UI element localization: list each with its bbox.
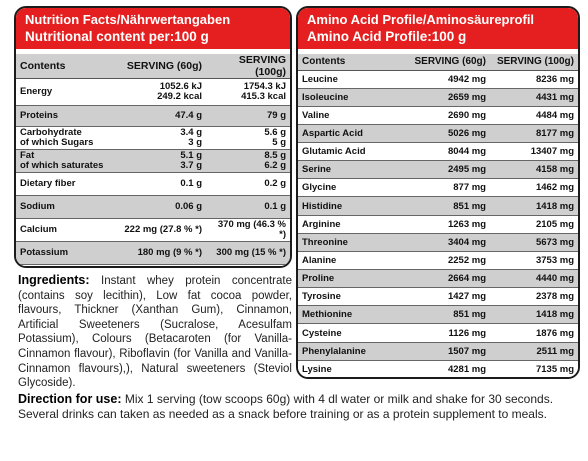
amino-value-60g (402, 378, 490, 379)
col-header-contents: Contents (16, 54, 120, 79)
nutrition-value-100g: 5.6 g 5 g (206, 127, 290, 150)
amino-value-100g (490, 378, 578, 379)
amino-row-label: Tyrosine (298, 288, 402, 306)
amino-row-label: Alanine (298, 251, 402, 269)
amino-value-60g: 2252 mg (402, 251, 490, 269)
amino-row-label: Leucine (298, 70, 402, 88)
nutrition-row (16, 265, 290, 269)
amino-row (298, 143, 578, 161)
col-header-serving-60: SERVING (60g) (120, 54, 206, 79)
nutrition-row (16, 106, 290, 127)
amino-value-100g: 4484 mg (490, 106, 578, 124)
amino-row (298, 161, 578, 179)
amino-row (298, 106, 578, 124)
amino-row-label: Threonine (298, 233, 402, 251)
amino-row-label (298, 378, 402, 379)
amino-value-100g: 8236 mg (490, 70, 578, 88)
nutrition-table (16, 54, 290, 268)
col-header-contents: Contents (298, 54, 402, 70)
amino-row (298, 270, 578, 288)
col-header-serving-100: SERVING (100g) (206, 54, 290, 79)
amino-value-100g: 2511 mg (490, 342, 578, 360)
amino-value-60g: 4281 mg (402, 360, 490, 378)
amino-row (298, 306, 578, 324)
amino-row (298, 378, 578, 379)
amino-value-100g: 1876 mg (490, 324, 578, 342)
amino-value-100g: 1418 mg (490, 306, 578, 324)
amino-row (298, 251, 578, 269)
col-header-serving-60: SERVING (60g) (402, 54, 490, 70)
amino-row (298, 197, 578, 215)
nutrition-value-60g: 3.4 g 3 g (120, 127, 206, 150)
nutrition-value-100g (206, 265, 290, 269)
amino-value-60g: 1263 mg (402, 215, 490, 233)
nutrition-row-label: Energy (16, 79, 120, 106)
amino-value-60g: 1427 mg (402, 288, 490, 306)
nutrition-value-100g: 8.5 g 6.2 g (206, 150, 290, 173)
amino-row-label: Proline (298, 270, 402, 288)
amino-value-60g: 8044 mg (402, 143, 490, 161)
amino-row-label: Serine (298, 161, 402, 179)
amino-value-100g: 13407 mg (490, 143, 578, 161)
nutrition-value-100g: 1754.3 kJ 415.3 kcal (206, 79, 290, 106)
amino-row-label: Cysteine (298, 324, 402, 342)
amino-value-60g: 4942 mg (402, 70, 490, 88)
amino-value-100g: 3753 mg (490, 251, 578, 269)
direction-paragraph (18, 392, 578, 422)
amino-row (298, 179, 578, 197)
amino-value-60g: 851 mg (402, 197, 490, 215)
nutrition-row-label: Calcium (16, 219, 120, 242)
nutrition-value-60g: 1052.6 kJ 249.2 kcal (120, 79, 206, 106)
nutrition-table-header-row (16, 54, 290, 79)
nutrition-value-100g: 0.2 g (206, 173, 290, 196)
nutrition-subtitle: Nutritional content per:100 g (25, 29, 209, 44)
nutrition-value-100g: 79 g (206, 106, 290, 127)
amino-row-label: Histidine (298, 197, 402, 215)
nutrition-row-label: Potassium (16, 242, 120, 265)
amino-row (298, 360, 578, 378)
nutrition-value-100g: 0.1 g (206, 196, 290, 219)
amino-value-100g: 7135 mg (490, 360, 578, 378)
amino-value-60g: 2664 mg (402, 270, 490, 288)
nutrition-value-60g: 180 mg (9 % *) (120, 242, 206, 265)
amino-row (298, 342, 578, 360)
nutrition-value-60g: 222 mg (27.8 % *) (120, 219, 206, 242)
amino-title: Amino Acid Profile/Aminosäureprofil (307, 12, 535, 27)
nutrition-row (16, 79, 290, 106)
nutrition-row (16, 219, 290, 242)
amino-row (298, 288, 578, 306)
amino-row-label: Glutamic Acid (298, 143, 402, 161)
nutrition-value-60g (120, 265, 206, 269)
amino-value-100g: 2378 mg (490, 288, 578, 306)
amino-value-60g: 5026 mg (402, 124, 490, 142)
amino-row-label: Phenylalanine (298, 342, 402, 360)
nutrition-row (16, 127, 290, 150)
amino-value-100g: 1418 mg (490, 197, 578, 215)
amino-value-60g: 1507 mg (402, 342, 490, 360)
amino-subtitle: Amino Acid Profile:100 g (307, 29, 467, 44)
amino-row-label: Isoleucine (298, 88, 402, 106)
amino-row (298, 233, 578, 251)
nutrition-row (16, 196, 290, 219)
amino-value-60g: 1126 mg (402, 324, 490, 342)
amino-value-100g: 2105 mg (490, 215, 578, 233)
nutrition-header (16, 8, 290, 49)
amino-value-100g: 1462 mg (490, 179, 578, 197)
amino-value-60g: 3404 mg (402, 233, 490, 251)
amino-value-100g: 5673 mg (490, 233, 578, 251)
ingredients-label: Ingredients: (18, 273, 90, 287)
amino-row-label: Lysine (298, 360, 402, 378)
amino-acid-panel (296, 6, 580, 379)
amino-row (298, 70, 578, 88)
amino-header (298, 8, 578, 49)
amino-row (298, 215, 578, 233)
amino-value-60g: 2495 mg (402, 161, 490, 179)
nutrition-row (16, 150, 290, 173)
nutrition-row-label: Dietary fiber (16, 173, 120, 196)
amino-value-100g: 4158 mg (490, 161, 578, 179)
amino-table (298, 54, 578, 379)
nutrition-value-60g: 0.1 g (120, 173, 206, 196)
nutrition-row-label: Proteins (16, 106, 120, 127)
nutrition-row-label: Sodium (16, 196, 120, 219)
col-header-serving-100: SERVING (100g) (490, 54, 578, 70)
amino-value-100g: 8177 mg (490, 124, 578, 142)
nutrition-row (16, 242, 290, 265)
amino-value-100g: 4440 mg (490, 270, 578, 288)
nutrition-value-100g: 370 mg (46.3 % *) (206, 219, 290, 242)
amino-row (298, 88, 578, 106)
ingredients-text: Instant whey protein concentrate (contains soy lecithin), Low fat cocoa powder, flavours, Thickner (Xanthan Gum), Cinnamon, Artificial Sweeteners (Sucralose, Acesulfam Potassium), Colours (Betacaroten (for Vanilla-Cinnamon flavour), Riboflavin (for Vanilla and Vanilla-Cinnamon flavours),), Natural sweeteners (Steviol Glycoside). (18, 275, 292, 390)
amino-value-60g: 2690 mg (402, 106, 490, 124)
amino-row (298, 124, 578, 142)
amino-row-label: Arginine (298, 215, 402, 233)
amino-row-label: Aspartic Acid (298, 124, 402, 142)
amino-value-60g: 877 mg (402, 179, 490, 197)
amino-value-60g: 2659 mg (402, 88, 490, 106)
amino-row-label: Valine (298, 106, 402, 124)
amino-table-header-row (298, 54, 578, 70)
nutrition-value-60g: 5.1 g 3.7 g (120, 150, 206, 173)
nutrition-row-label: Fat of which saturates (16, 150, 120, 173)
amino-row-label: Glycine (298, 179, 402, 197)
amino-row (298, 324, 578, 342)
nutrition-row-label: Carbohydrate of which Sugars (16, 127, 120, 150)
ingredients-paragraph (18, 273, 292, 391)
direction-text: Mix 1 serving (tow scoops 60g) with 4 dl water or milk and shake for 30 seconds. Several drinks can taken as needed as a snack before training or as a protein supplement to meals. (18, 392, 554, 421)
nutrition-row (16, 173, 290, 196)
nutrition-facts-panel (14, 6, 292, 268)
nutrition-value-60g: 0.06 g (120, 196, 206, 219)
nutrition-title: Nutrition Facts/Nährwertangaben (25, 12, 231, 27)
amino-value-100g: 4431 mg (490, 88, 578, 106)
nutrition-row-label (16, 265, 120, 269)
nutrition-value-100g: 300 mg (15 % *) (206, 242, 290, 265)
direction-label: Direction for use: (18, 392, 122, 406)
nutrition-value-60g: 47.4 g (120, 106, 206, 127)
amino-value-60g: 851 mg (402, 306, 490, 324)
amino-row-label: Methionine (298, 306, 402, 324)
